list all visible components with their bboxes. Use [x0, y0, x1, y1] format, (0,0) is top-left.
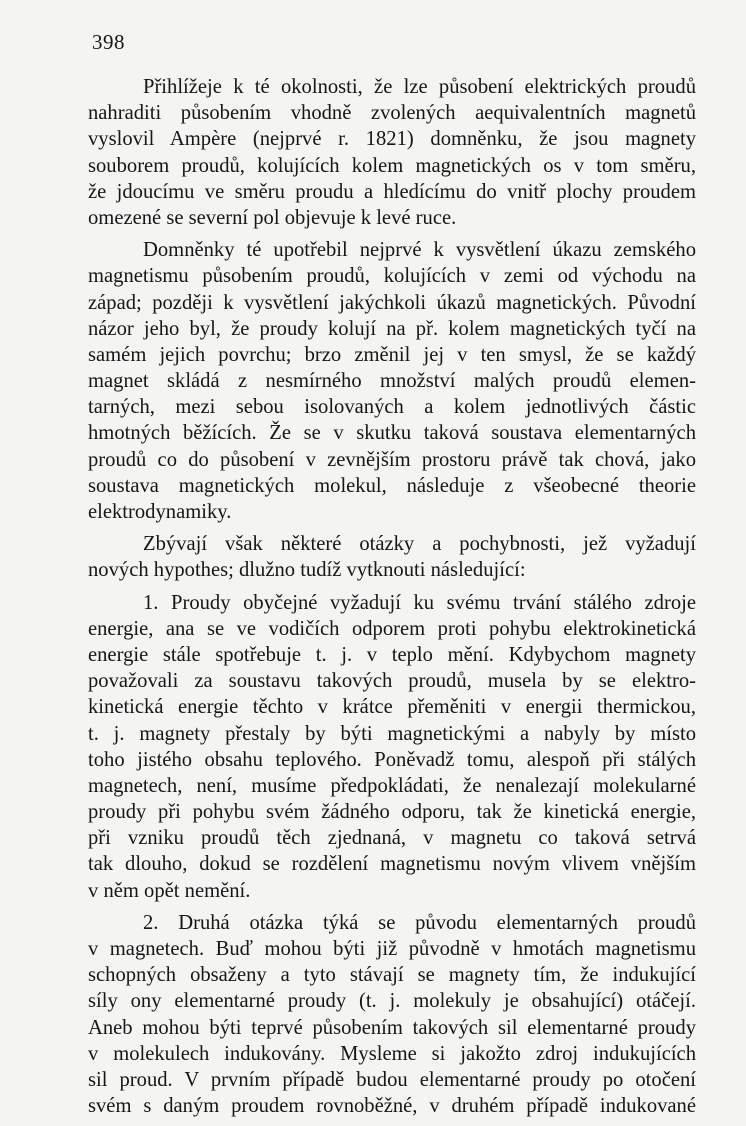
text-line: Přihlížeje k té okolnosti, že lze působení elektrických proudů	[143, 76, 696, 98]
text-line: v molekulech indukovány. Mysleme si jakožto zdroj indukujících	[88, 1042, 696, 1065]
body-text	[88, 74, 696, 1119]
text-line: vyslovil Ampère (nejprvé r. 1821) domněnku, že jsou magnety	[88, 128, 696, 151]
text-line: tak dlouho, dokud se rozdělení magnetismu novým vlivem vnějším	[88, 853, 696, 876]
text-line: proudů co do působení v zevnějším prostoru právě tak chová, jako	[88, 448, 696, 471]
text-line: Domněnky té upotřebil nejprvé k vysvětlení úkazu zemského	[143, 239, 696, 262]
text-line: souborem proudů, kolujících kolem magnetických os v tom směru,	[88, 154, 696, 177]
text-line: kinetická energie těchto v krátce přeměniti v energii thermickou,	[88, 696, 696, 719]
text-line: svém s daným proudem rovnoběžné, v druhém případě indukované	[88, 1095, 696, 1118]
text-line: v něm opět nemění.	[88, 879, 251, 902]
text-line: soustava magnetických molekul, následuje z všeobecné theorie	[88, 474, 696, 497]
text-line: názor jeho byl, že proudy kolují na př. kolem magnetických tyčí na	[88, 317, 696, 340]
paragraph-earth-magnetism	[88, 237, 696, 525]
text-line: Zbývají však některé otázky a pochybnosti, jež vyžadují	[143, 533, 696, 556]
text-line: že jdoucímu ve směru proudu a hledícímu do vnitř plochy proudem	[88, 180, 696, 203]
text-line: schopných obsaženy a tyto stávají se magnety tím, že indukující	[88, 964, 696, 987]
page-number: 398	[92, 30, 125, 54]
text-line: magnetismu působením proudů, kolujících v zemi od východu na	[88, 265, 696, 288]
text-line: t. j. magnety přestaly by býti magnetickými a nabyly by místo	[88, 722, 696, 745]
text-line: 1. Proudy obyčejné vyžadují ku svému trvání stálého zdroje	[143, 591, 696, 614]
text-line: při vzniku proudů těch zjednaná, v magnetu co taková setrvá	[88, 827, 696, 850]
text-line: sil proud. V prvním případě budou elementarné proudy po otočení	[88, 1068, 696, 1091]
text-line: energie stále spotřebuje t. j. v teplo mění. Kdybychom magnety	[88, 643, 696, 666]
paragraph-question-1	[88, 590, 696, 904]
text-line: toho jistého obsahu teplového. Poněvadž tomu, alespoň při stálých	[88, 748, 696, 771]
text-line: elektrodynamiky.	[88, 501, 232, 523]
text-line: nahraditi působením vhodně zvolených aequivalentních magnetů	[88, 102, 696, 125]
text-line: magnet skládá z nesmírného množství malých proudů elemen-	[88, 370, 696, 393]
paragraph-open-questions	[88, 531, 696, 583]
paragraph-question-2	[88, 910, 696, 1120]
text-line: tarných, mezi sebou isolovaných a kolem jednotlivých částic	[88, 396, 696, 419]
text-line: proudy při pohybu svém žádného odporu, tak že kinetická energie,	[88, 801, 696, 824]
text-line: 2. Druhá otázka týká se původu elementarných proudů	[143, 911, 696, 934]
text-line: magnetech, není, musíme předpokládati, že nenalezají molekularné	[88, 774, 696, 797]
text-line: v magnetech. Buď mohou býti již původně v hmotách magnetismu	[88, 938, 696, 960]
text-line: nových hypothes; dlužno tudíž vytknouti následující:	[88, 559, 526, 582]
text-line: síly ony elementarné proudy (t. j. molekuly je obsahující) otáčejí.	[88, 990, 696, 1013]
text-line: považovali za soustavu takových proudů, musela by se elektro-	[88, 670, 696, 693]
text-line: omezené se severní pol objevuje k levé ruce.	[88, 206, 457, 229]
text-line: samém jejich povrchu; brzo změnil jej v ten smysl, že se každý	[88, 343, 696, 366]
paragraph-ampere-hypothesis	[88, 74, 696, 231]
text-line: hmotných běžících. Že se v skutku taková soustava elementarných	[88, 422, 696, 445]
text-line: západ; později k vysvětlení jakýchkoli úkazů magnetických. Původní	[88, 291, 696, 314]
text-line: Aneb mohou býti teprvé působením takových sil elementarné proudy	[88, 1016, 696, 1039]
text-line: energie, ana se ve vodičích odporem proti pohybu elektrokinetická	[88, 617, 696, 640]
